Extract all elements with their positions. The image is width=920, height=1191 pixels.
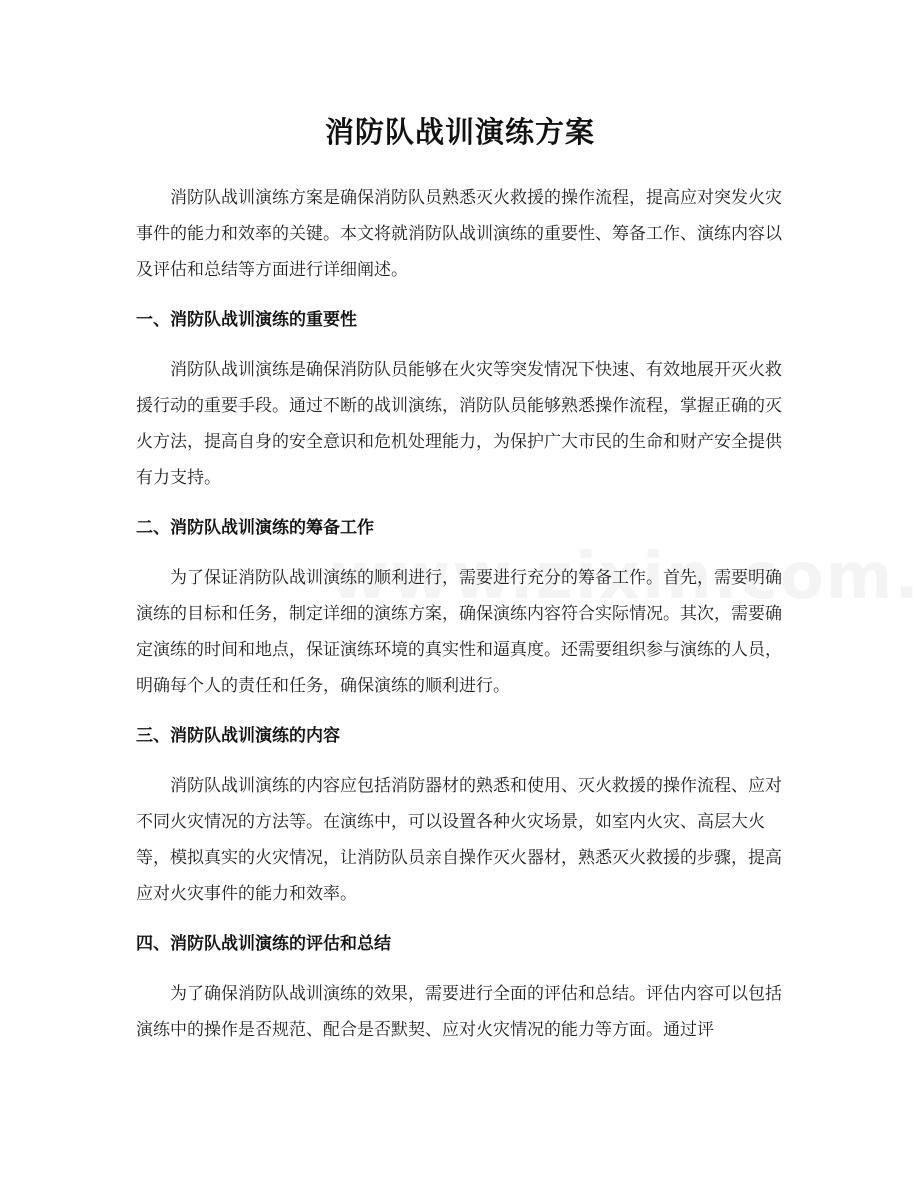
section-paragraph: 为了保证消防队战训演练的顺利进行，需要进行充分的筹备工作。首先，需要明确演练的目标和任务，制定详细的演练方案，确保演练内容符合实际情况。其次，需要确定演练的时间和地点，保证演练环境的真实性和逼真度。还需要组织参与演练的人员，明确每个人的责任和任务，确保演练的顺利进行。 [136,568,782,696]
section-paragraph: 消防队战训演练是确保消防队员能够在火灾等突发情况下快速、有效地展开灭火救援行动的重要手段。通过不断的战训演练，消防队员能够熟悉操作流程，掌握正确的灭火方法，提高自身的安全意识和危机处理能力，为保护广大市民的生命和财产安全提供有力支持。 [136,360,782,488]
section-heading: 二、消防队战训演练的筹备工作 [136,518,374,538]
document-title: 消防队战训演练方案 [324,115,595,149]
section-heading: 三、消防队战训演练的内容 [136,726,340,746]
section-paragraph: 为了确保消防队战训演练的效果，需要进行全面的评估和总结。评估内容可以包括演练中的操作是否规范、配合是否默契、应对火灾情况的能力等方面。通过评 [136,984,782,1040]
section-heading: 四、消防队战训演练的评估和总结 [136,934,391,954]
intro-paragraph: 消防队战训演练方案是确保消防队员熟悉灭火救援的操作流程，提高应对突发火灾事件的能力和效率的关键。本文将就消防队战训演练的重要性、筹备工作、演练内容以及评估和总结等方面进行详细阐述。 [136,188,782,280]
document-body [136,180,784,1048]
section-heading: 一、消防队战训演练的重要性 [136,310,357,330]
section-paragraph: 消防队战训演练的内容应包括消防器材的熟悉和使用、灭火救援的操作流程、应对不同火灾情况的方法等。在演练中，可以设置各种火灾场景，如室内火灾、高层大火等，模拟真实的火灾情况，让消防队员亲自操作灭火器材，熟悉灭火救援的步骤，提高应对火灾事件的能力和效率。 [136,776,782,904]
